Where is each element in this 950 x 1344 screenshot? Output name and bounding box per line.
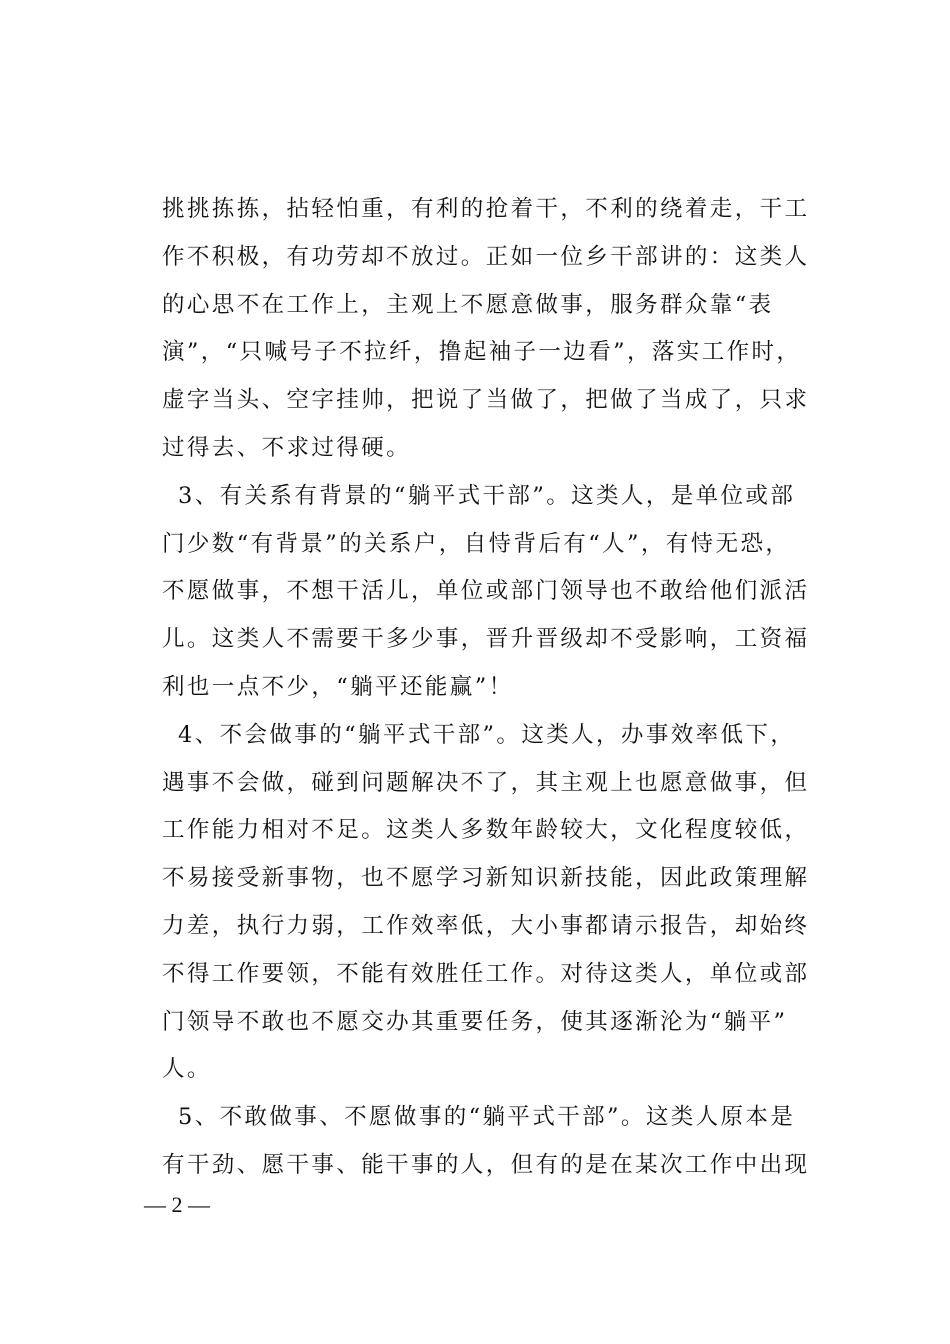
text-line: 力差，执行力弱，工作效率低，大小事都请示报告，却始终: [162, 912, 810, 939]
page-number: — 2 —: [144, 1192, 210, 1217]
text-line: 5、不敢做事、不愿做事的“躺平式干部”。这类人原本是: [178, 1104, 796, 1131]
text-line: 不愿做事，不想干活儿，单位或部门领导也不敢给他们派活: [162, 578, 810, 605]
text-line: 作不积极，有功劳却不放过。正如一位乡干部讲的：这类人: [162, 243, 810, 270]
text-line: 3、有关系有背景的“躺平式干部”。这类人，是单位或部: [178, 482, 796, 509]
text-line: 有干劲、愿干事、能干事的人，但有的是在某次工作中出现: [162, 1151, 810, 1178]
text-line: 不易接受新事物，也不愿学习新知识新技能，因此政策理解: [162, 865, 810, 892]
text-line: 过得去、不求过得硬。: [162, 434, 412, 461]
text-line: 演”，“只喊号子不拉纤，撸起袖子一边看”，落实工作时，: [162, 339, 802, 366]
text-line: 的心思不在工作上，主观上不愿意做事，服务群众靠“表: [162, 291, 774, 318]
text-line: 遇事不会做，碰到问题解决不了，其主观上也愿意做事，但: [162, 769, 810, 796]
text-line: 人。: [162, 1056, 212, 1083]
body-text: [162, 186, 862, 1190]
text-line: 儿。这类人不需要干多少事，晋升晋级却不受影响，工资福: [162, 626, 810, 653]
text-line: 4、不会做事的“躺平式干部”。这类人，办事效率低下，: [178, 721, 796, 748]
text-line: 门领导不敢也不愿交办其重要任务，使其逐渐沦为“躺平”: [162, 1008, 788, 1035]
text-line: 挑挑拣拣，拈轻怕重，有利的抢着干，不利的绕着走，干工: [162, 196, 810, 222]
text-line: 利也一点不少，“躺平还能赢”！: [162, 673, 514, 700]
text-line: 不得工作要领，不能有效胜任工作。对待这类人，单位或部: [162, 960, 810, 987]
text-line: 虚字当头、空字挂帅，把说了当做了，把做了当成了，只求: [162, 387, 810, 414]
text-line: 工作能力相对不足。这类人多数年龄较大，文化程度较低，: [162, 817, 810, 844]
text-line: 门少数“有背景”的关系户，自恃背后有“人”，有恃无恐，: [162, 530, 791, 557]
